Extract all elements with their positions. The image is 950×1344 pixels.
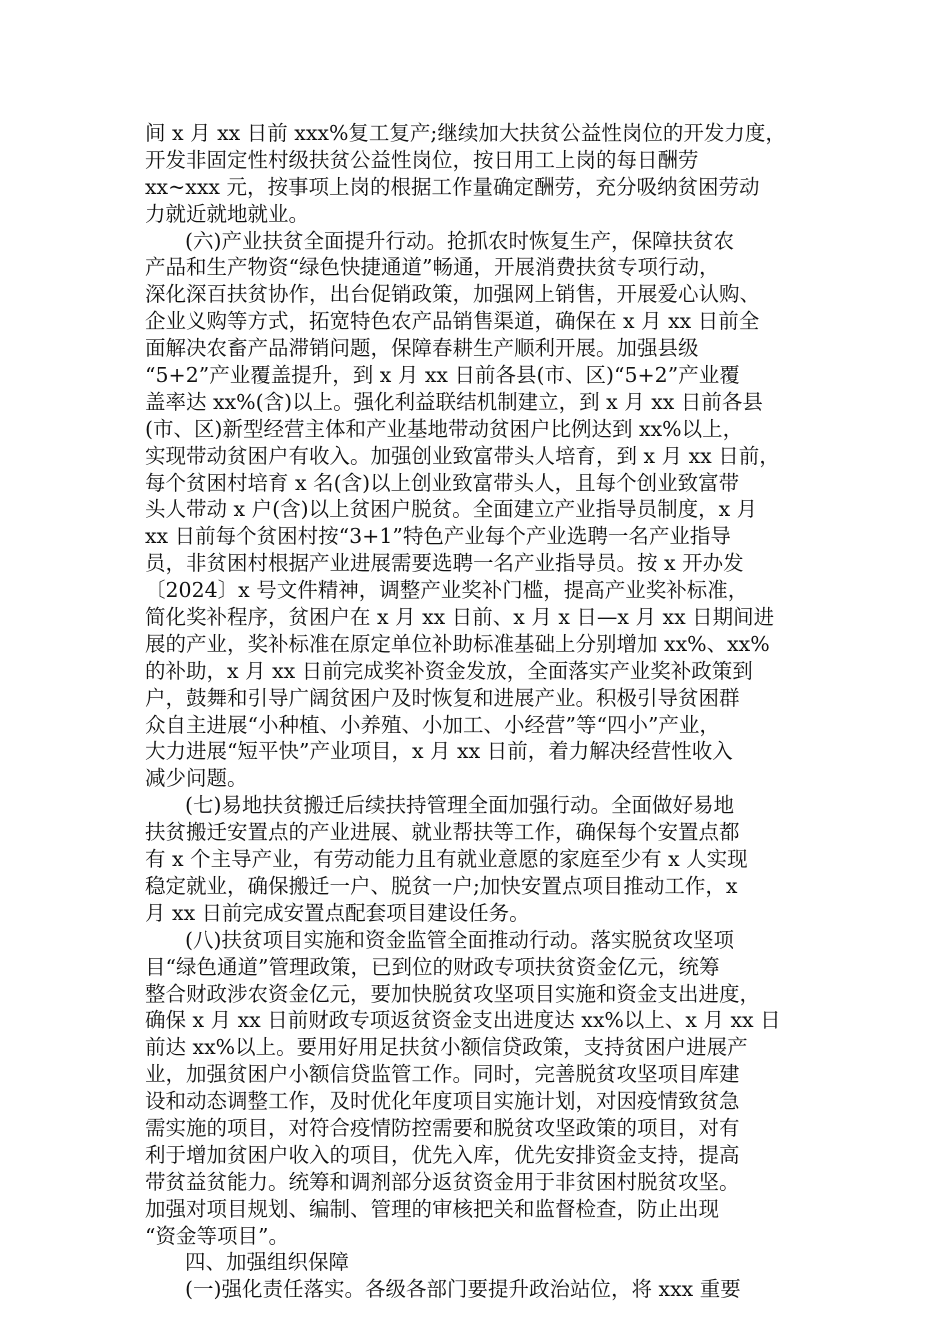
text-line: xx~xxx 元，按事项上岗的根据工作量确定酬劳，充分吸纳贫困劳动 — [145, 174, 760, 199]
text-line: 力就近就地就业。 — [145, 201, 309, 226]
text-line: 开发非固定性村级扶贫公益性岗位，按日用工上岗的每日酬劳 — [145, 147, 699, 172]
text-line: (七)易地扶贫搬迁后续扶持管理全面加强行动。全面做好易地 — [185, 793, 734, 818]
text-line: xx 日前每个贫困村按“3+1”特色产业每个产业选聘一名产业指导 — [145, 524, 731, 549]
text-line: 整合财政涉农资金亿元，要加快脱贫攻坚项目实施和资金支出进度， — [145, 981, 760, 1006]
text-line: 月 xx 日前完成安置点配套项目建设任务。 — [145, 900, 530, 925]
text-line: “5+2”产业覆盖提升，到 x 月 xx 日前各县(市、区)“5+2”产业覆 — [145, 363, 740, 388]
text-line: 前达 xx%以上。要用好用足扶贫小额信贷政策，支持贫困户进展产 — [145, 1035, 748, 1060]
text-line: 利于增加贫困户收入的项目，优先入库，优先安排资金支持，提高 — [145, 1142, 740, 1167]
text-line: 简化奖补程序，贫困户在 x 月 xx 日前、x 月 x 日—x 月 xx 日期间进 — [145, 605, 775, 630]
text-line: 减少问题。 — [145, 766, 248, 791]
text-line: 员，非贫困村根据产业进展需要选聘一名产业指导员。按 x 开办发 — [145, 551, 744, 576]
text-line: 业，加强贫困户小额信贷监管工作。同时，完善脱贫攻坚项目库建 — [145, 1062, 740, 1087]
text-line: (六)产业扶贫全面提升行动。抢抓农时恢复生产，保障扶贫农 — [185, 228, 734, 253]
text-line: 每个贫困村培育 x 名(含)以上创业致富带头人，且每个创业致富带 — [145, 470, 740, 495]
text-line: (八)扶贫项目实施和资金监管全面推动行动。落实脱贫攻坚项 — [185, 927, 734, 952]
text-line: 展的产业，奖补标准在原定单位补助标准基础上分别增加 xx%、xx% — [145, 631, 770, 656]
text-line: 头人带动 x 户(含)以上贫困户脱贫。全面建立产业指导员制度，x 月 — [145, 497, 758, 522]
text-line: 的补助，x 月 xx 日前完成奖补资金发放，全面落实产业奖补政策到 — [145, 658, 753, 683]
text-line: 〔2024〕x 号文件精神，调整产业奖补门槛，提高产业奖补标准， — [145, 578, 749, 603]
text-line: 扶贫搬迁安置点的产业进展、就业帮扶等工作，确保每个安置点都 — [145, 820, 740, 845]
text-line: 企业义购等方式，拓宽特色农产品销售渠道，确保在 x 月 xx 日前全 — [145, 309, 760, 334]
text-line: 众自主进展“小种植、小养殖、小加工、小经营”等“四小”产业， — [145, 712, 720, 737]
text-line: 大力进展“短平快”产业项目，x 月 xx 日前，着力解决经营性收入 — [145, 739, 733, 764]
text-line: 产品和生产物资“绿色快捷通道”畅通，开展消费扶贫专项行动， — [145, 255, 720, 280]
text-line: 面解决农畜产品滞销问题，保障春耕生产顺利开展。加强县级 — [145, 336, 699, 361]
text-line: 加强对项目规划、编制、管理的审核把关和监督检查，防止出现 — [145, 1196, 719, 1221]
text-line: 实现带动贫困户有收入。加强创业致富带头人培育，到 x 月 xx 日前， — [145, 443, 780, 468]
text-line: 深化深百扶贫协作，出台促销政策，加强网上销售，开展爱心认购、 — [145, 282, 760, 307]
document-body-text — [145, 120, 815, 1303]
text-line: 户，鼓舞和引导广阔贫困户及时恢复和进展产业。积极引导贫困群 — [145, 685, 740, 710]
text-line: (市、区)新型经营主体和产业基地带动贫困户比例达到 xx%以上， — [145, 416, 744, 441]
text-line: 目“绿色通道”管理政策，已到位的财政专项扶贫资金亿元，统筹 — [145, 954, 720, 979]
text-line: 需实施的项目，对符合疫情防控需要和脱贫攻坚政策的项目，对有 — [145, 1115, 740, 1140]
text-line: 设和动态调整工作，及时优化年度项目实施计划，对因疫情致贫急 — [145, 1089, 740, 1114]
text-line: 盖率达 xx%(含)以上。强化利益联结机制建立，到 x 月 xx 日前各县 — [145, 389, 763, 414]
text-line: 有 x 个主导产业，有劳动能力且有就业意愿的家庭至少有 x 人实现 — [145, 847, 748, 872]
text-line: 间 x 月 xx 日前 xxx%复工复产;继续加大扶贫公益性岗位的开发力度， — [145, 121, 786, 145]
text-line: 确保 x 月 xx 日前财政专项返贫资金支出进度达 xx%以上、x 月 xx 日 — [145, 1008, 781, 1033]
text-line: 四、加强组织保障 — [185, 1250, 349, 1275]
text-line: 带贫益贫能力。统筹和调剂部分返贫资金用于非贫困村脱贫攻坚。 — [145, 1169, 740, 1194]
text-line: 稳定就业，确保搬迁一户、脱贫一户;加快安置点项目推动工作，x — [145, 873, 738, 898]
text-line: (一)强化责任落实。各级各部门要提升政治站位，将 xxx 重要 — [185, 1277, 741, 1302]
text-line: “资金等项目”。 — [145, 1223, 289, 1248]
